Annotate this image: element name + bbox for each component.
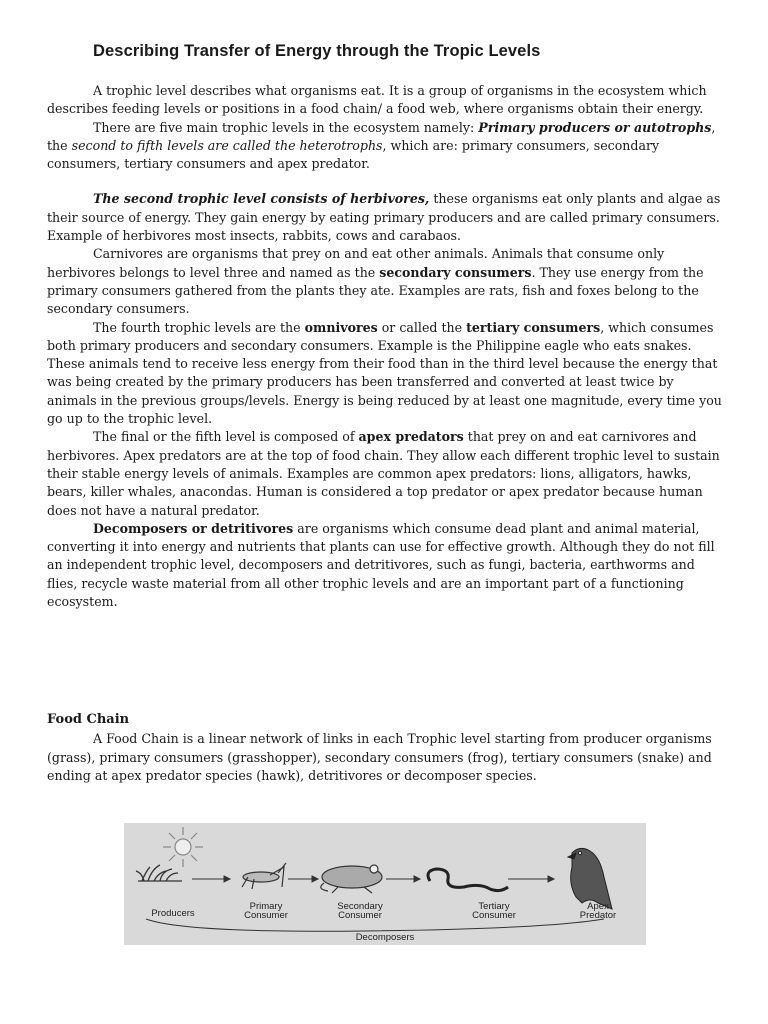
text-span: are organisms which consume dead plant and animal material, converting it into energy and nutrients that plants can use for effective growth. Although they do not fill an independent trophic level, decomposers and detritivores, such as fungi, bacteria, earthworms and flies, recycle waste material from all other trophic levels and are an important part of a functioning ecosystem. (47, 520, 715, 610)
text-span: The fourth trophic levels are the (93, 319, 305, 335)
label-apex-line1: Apex (587, 901, 609, 912)
text-span: The final or the fifth level is composed of (93, 429, 359, 445)
label-primary-line2: Consumer (244, 910, 288, 921)
paragraph-decomposers (47, 520, 723, 611)
grasshopper-icon (242, 863, 286, 889)
emphasis-apex-predators: apex predators (358, 429, 464, 445)
paragraph-carnivores (47, 245, 723, 318)
emphasis-decomposers: Decomposers or detritivores (93, 520, 294, 536)
text-span: Carnivores are organisms that prey on and eat other animals. Animals that consume only herbivores belongs to level three and named as the (47, 246, 665, 280)
emphasis-omnivores: omnivores (304, 319, 378, 335)
text-span: . They use energy from the primary consumers gathered from the plants they ate. Examples are rats, fish and foxes belong to the secondary consumers. (47, 264, 704, 317)
text-span: , which consumes both primary producers and secondary consumers. Example is the Philippine eagle who eats snakes. These animals tend to receive less energy from their food than in the third level because the energy that was being created by the primary producers has been transferred and converted at least twice by animals in the previous groups/levels. Energy is being reduced by at least one magnitude, every time you go up to the trophic level. (47, 319, 722, 427)
paragraph-omnivores (47, 319, 723, 429)
text-span: , which are: primary consumers, secondary consumers, tertiary consumers and apex predator. (47, 137, 660, 172)
text-span: There are five main trophic levels in the ecosystem namely: (93, 119, 479, 135)
label-secondary-line2: Consumer (338, 910, 382, 921)
label-secondary-line1: Secondary (337, 901, 383, 912)
text-span: that prey on and eat carnivores and herbivores. Apex predators are at the top of food chain. They allow each different trophic level to sustain their stable energy levels of animals. Examples are common apex predators: lions, alligators, hawks, bears, killer whales, anacondas. Human is considered a top predator or apex predator because human does not have a natural predator. (47, 429, 720, 518)
sun-icon (163, 827, 203, 867)
text-span: , the (47, 119, 716, 153)
page-title: Describing Transfer of Energy through the Tropic Levels (93, 42, 541, 60)
label-tertiary-line2: Consumer (472, 910, 516, 921)
emphasis-heterotrophs: second to fifth levels are called the heterotrophs (71, 137, 383, 153)
paragraph-trophic-definition: A trophic level describes what organisms eat. It is a group of organisms in the ecosystem which describes feeding levels or positions in a food chain/ a food web, where organisms obtain their energy. (47, 83, 707, 117)
frog-icon (321, 865, 382, 893)
paragraph-apex-predators (47, 428, 723, 519)
text-span: these organisms eat only plants and algae as their source of energy. They gain energy by eating primary producers and are called primary consumers. Example of herbivores most insects, rabbits, cows and carabaos. (47, 191, 721, 244)
hawk-icon (568, 848, 612, 909)
emphasis-secondary-consumers: secondary consumers (379, 264, 532, 280)
paragraph-herbivores (47, 190, 723, 245)
label-decomposers: Decomposers (355, 932, 415, 943)
label-apex-predator (558, 902, 638, 920)
food-chain-paragraph (47, 730, 723, 786)
label-tertiary-consumer (454, 902, 534, 920)
label-primary-line1: Primary (249, 901, 283, 912)
food-chain-text: A Food Chain is a linear network of links in each Trophic level starting from producer organisms (grass), primary consumers (grasshopper), secondary consumers (frog), tertiary consumers (snake) and ending at apex predator species (hawk), detritivores or decomposer species. (47, 731, 712, 783)
text-span: or called the (377, 319, 467, 335)
grass-icon (136, 865, 182, 881)
label-apex-line2: Predator (579, 910, 617, 921)
snake-icon (428, 869, 508, 891)
paragraph-five-levels (47, 119, 723, 174)
emphasis-tertiary-consumers: tertiary consumers (466, 319, 601, 335)
emphasis-primary-producers: Primary producers or autotrophs (478, 119, 712, 135)
food-chain-illustration (124, 823, 646, 945)
label-primary-consumer (226, 902, 306, 920)
label-secondary-consumer (320, 902, 400, 920)
emphasis-herbivores: The second trophic level consists of herbivores, (93, 191, 430, 207)
label-producers: Producers (151, 908, 195, 919)
food-chain-heading: Food Chain (47, 712, 130, 727)
article-body (47, 82, 723, 611)
label-tertiary-line1: Tertiary (478, 901, 510, 912)
food-chain-diagram (124, 823, 646, 945)
